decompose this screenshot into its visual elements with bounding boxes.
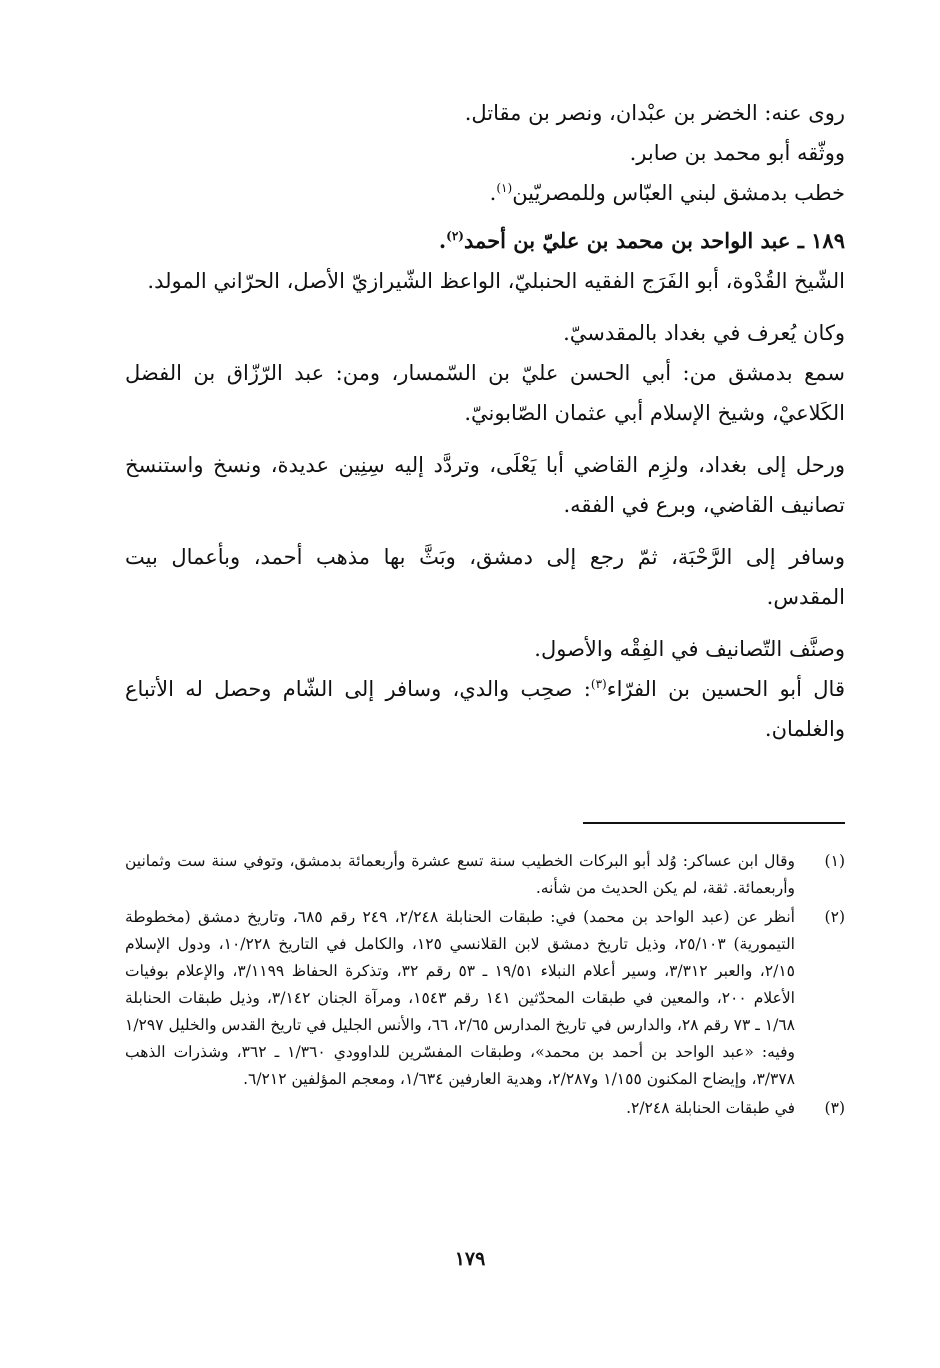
footnote-ref[interactable]: (٣) — [590, 677, 607, 691]
page-number: ١٧٩ — [454, 1248, 486, 1270]
text-line: ووثّقه أبو محمد بن صابر. — [629, 141, 845, 165]
paragraph: الشّيخ القُدْوة، أبو الفَرَج الفقيه الحنبليّ، الواعظ الشّيرازيّ الأصل، الحرّاني المولد. — [147, 269, 845, 293]
footnotes — [125, 848, 845, 1124]
paragraph: سمع بدمشق من: أبي الحسن عليّ بن السّمسار، ومن: عبد الرّزّاق بن الفضل الكَلاعيْ، وشيخ الإسلام أبي عثمان الصّابونيّ. — [125, 361, 845, 425]
footnote-number: (١) — [824, 852, 845, 870]
footnote-number: (٢) — [824, 908, 845, 926]
paragraph: وصنَّف التّصانيف في الفِقْه والأصول. — [534, 637, 845, 661]
footnote — [125, 904, 845, 1093]
footnote-ref[interactable]: (٢) — [446, 229, 464, 243]
footnote-number: (٣) — [824, 1099, 845, 1117]
footnote-ref[interactable]: (١) — [496, 181, 513, 195]
footnote-text: في طبقات الحنابلة ٢/٢٤٨. — [626, 1099, 795, 1117]
footnote — [125, 848, 845, 902]
main-text — [125, 93, 845, 749]
paragraph: ورحل إلى بغداد، ولزِم القاضي أبا يَعْلَى، وتردَّد إليه سِنِين عديدة، ونسخ واستنسخ تصانيف القاضي، وبرع في الفقه. — [125, 453, 845, 517]
paragraph: قال أبو الحسين بن الفرّاء$^{(٣)}$: صحِب والدي، وسافر إلى الشّام وحصل له الأتباع والغلمان. — [125, 677, 845, 741]
entry-heading: ١٨٩ ـ عبد الواحد بن محمد بن عليّ بن أحمد$^{(٢)}$. — [438, 228, 845, 253]
paragraph: وكان يُعرف في بغداد بالمقدسيّ. — [563, 321, 845, 345]
footnote-text: أنظر عن (عبد الواحد بن محمد) في: طبقات الحنابلة ٢/٢٤٨، ٢٤٩ رقم ٦٨٥، وتاريخ دمشق (مخطوطة التيمورية) ٢٥/١٠٣، وذيل تاريخ دمشق لابن القلانسي ١٢٥، والكامل في التاريخ ١٠/٢٢٨، ودول الإسلام ٢/١٥، والعبر ٣/٣١٢، وسير أعلام النبلاء ١٩/٥١ ـ ٥٣ رقم ٣٢، وتذكرة الحفاظ ٣/١١٩٩، والإعلام بوفيات الأعلام ٢٠٠، والمعين في طبقات المحدّثين ١٤١ رقم ١٥٤٣، ومرآة الجنان ٣/١٤٢، وذيل طبقات الحنابلة ١/٦٨ ـ ٧٣ رقم ٢٨، والدارس في تاريخ المدارس ٢/٦٥، ٦٦، والأنس الجليل في تاريخ القدس والخليل ١/٢٩٧ وفيه: «عبد الواحد بن أحمد بن محمد»، وطبقات المفسّرين للداوودي ١/٣٦٠ ـ ٣٦٢، وشذرات الذهب ٣/٣٧٨، وإيضاح المكنون ١/١٥٥ و٢/٢٨٧، وهدية العارفين ١/٦٣٤، ومعجم المؤلفين ٦/٢١٢. — [125, 908, 795, 1088]
text-line: خطب بدمشق لبني العبّاس وللمصريّين$^{(١)}$. — [489, 181, 845, 205]
paragraph: وسافر إلى الرَّحْبَة، ثمّ رجع إلى دمشق، وبَثَّ بها مذهب أحمد، وبأعمال بيت المقدس. — [125, 545, 845, 609]
footnote-separator — [583, 822, 845, 824]
footnote — [125, 1095, 845, 1122]
text-line: روى عنه: الخضر بن عبْدان، ونصر بن مقاتل. — [464, 101, 845, 125]
footnote-text: وقال ابن عساكر: وُلد أبو البركات الخطيب سنة تسع عشرة وأربعمائة بدمشق، وتوفي سنة ست وثمانين وأربعمائة. ثقة، لم يكن الحديث من شأنه. — [125, 852, 795, 897]
